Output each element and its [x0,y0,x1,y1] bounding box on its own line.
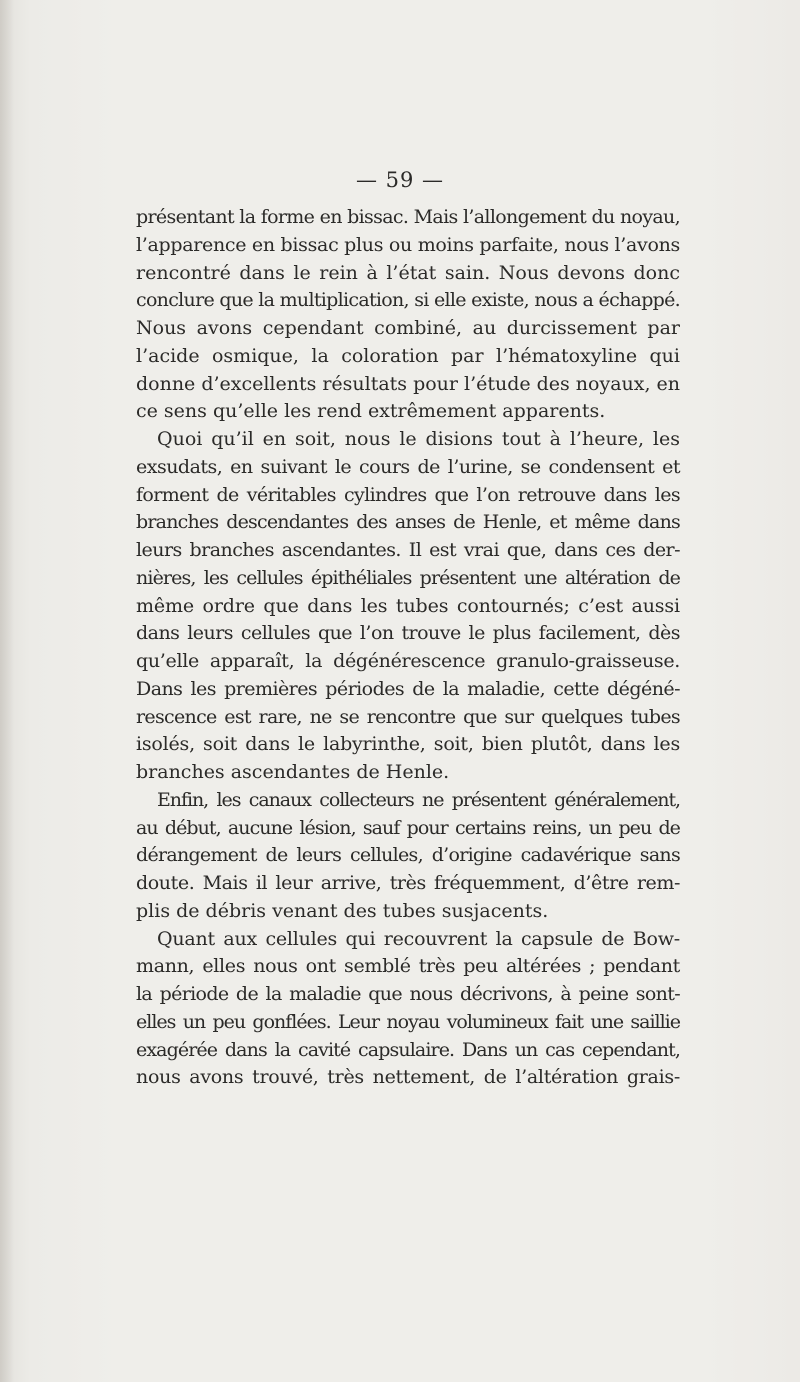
text-line: Quant aux cellules qui recouvrent la capsule de Bow- [157,927,680,950]
text-line: la période de la maladie que nous décrivons, à peine sont- [136,983,680,1005]
text-line: Quoi qu’il en soit, nous le disions tout à l’heure, les [157,428,680,450]
text-line: l’apparence en bissac plus ou moins parfaite, nous l’avons [136,233,680,256]
text-line: nous avons trouvé, très nettement, de l’altération grais- [136,1066,680,1089]
paragraph-3 [136,787,680,926]
text-line: qu’elle apparaît, la dégénérescence granulo-graisseuse. [136,650,680,672]
text-line: dans leurs cellules que l’on trouve le plus facilement, dès [136,622,680,645]
text-line: mann, elles nous ont semblé très peu altérées ; pendant [136,955,680,978]
text-line: forment de véritables cylindres que l’on retrouve dans les [136,483,680,506]
text-line: donne d’excellents résultats pour l’étude des noyaux, en [136,372,680,395]
text-line: leurs branches ascendantes. Il est vrai que, dans ces der- [136,539,680,561]
text-line: isolés, soit dans le labyrinthe, soit, bien plutôt, dans les [136,733,680,756]
text-line: ce sens qu’elle les rend extrêmement apparents. [136,400,606,423]
text-line: Enfin, les canaux collecteurs ne présentent généralement, [157,788,680,811]
body-text [136,204,680,1092]
paragraph-2 [136,426,680,787]
paragraph-1 [136,204,680,426]
text-line: conclure que la multiplication, si elle existe, nous a échappé. [136,289,681,312]
text-line: branches descendantes des anses de Henle, et même dans [136,511,680,534]
text-line: plis de débris venant des tubes susjacents. [136,899,549,922]
text-line: même ordre que dans les tubes contournés; c’est aussi [136,594,680,617]
text-line: l’acide osmique, la coloration par l’hématoxyline qui [136,344,680,367]
text-line: au début, aucune lésion, sauf pour certains reins, un peu de [136,816,680,839]
text-line: Dans les premières périodes de la maladie, cette dégéné- [136,677,680,700]
text-line: doute. Mais il leur arrive, très fréquemment, d’être rem- [136,872,680,894]
text-line: exsudats, en suivant le cours de l’urine, se condensent et [136,455,680,478]
text-line: elles un peu gonflées. Leur noyau volumineux fait une saillie [136,1010,680,1033]
text-line: exagérée dans la cavité capsulaire. Dans un cas cependant, [136,1038,680,1061]
text-line: rescence est rare, ne se rencontre que sur quelques tubes [136,705,680,728]
page-number: — 59 — [355,168,445,192]
text-line: présentant la forme en bissac. Mais l’allongement du noyau, [136,206,680,228]
text-line: Nous avons cependant combiné, au durcissement par [136,317,680,339]
text-line: rencontré dans le rein à l’état sain. Nous devons donc [136,261,680,284]
page-gutter-shadow [0,0,14,1382]
paragraph-4 [136,926,680,1093]
text-line: dérangement de leurs cellules, d’origine cadavérique sans [136,844,680,867]
text-line: nières, les cellules épithéliales présentent une altération de [136,566,680,589]
text-line: branches ascendantes de Henle. [136,761,450,783]
